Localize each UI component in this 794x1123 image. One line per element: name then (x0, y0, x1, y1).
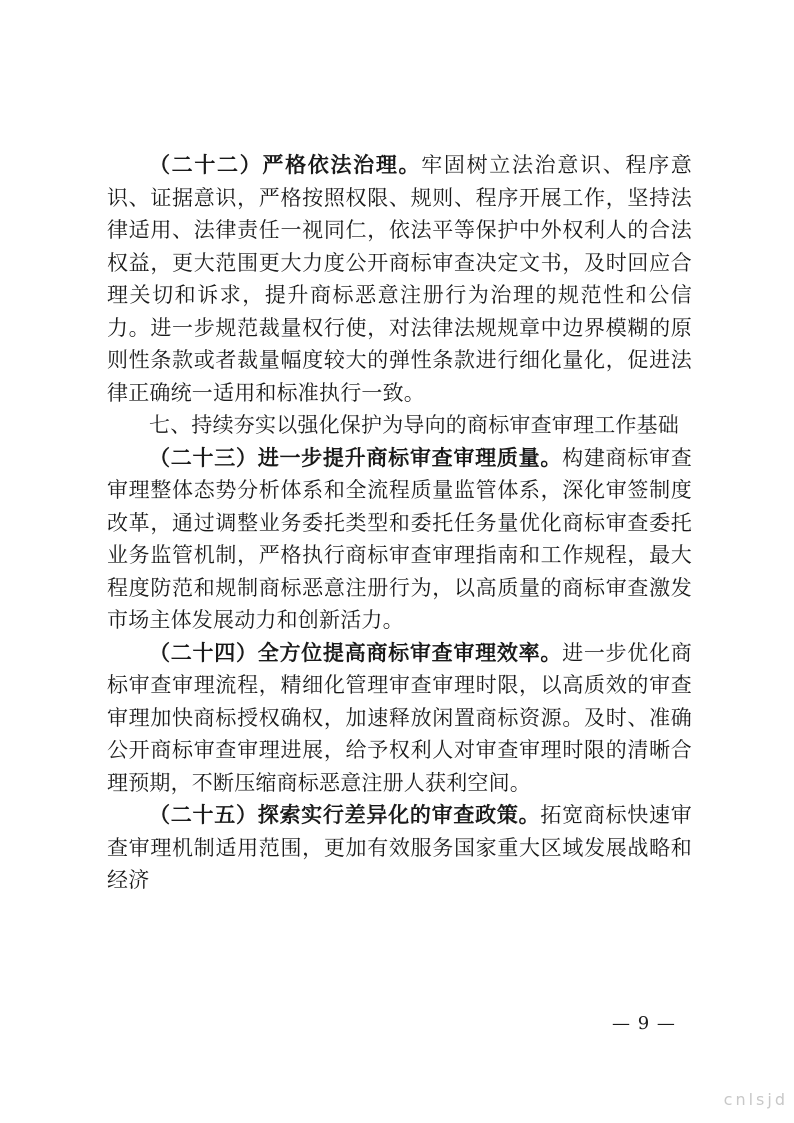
paragraph-22 (107, 149, 692, 409)
paragraph-text: 拓宽商标快速审查审理机制适用范围，更加有效服务国家重大区域发展战略和经济 (107, 803, 692, 892)
paragraph-23 (107, 442, 692, 637)
paragraph-lead: （二十四）全方位提高商标审查审理效率。 (149, 640, 563, 665)
paragraph-text: 进一步优化商标审查审理流程，精细化管理审查审理时限，以高质效的审查审理加快商标授权确权，加速释放闲置商标资源。及时、准确公开商标审查审理进展，给予权利人对审查审理时限的清晰合理预期，不断压缩商标恶意注册人获利空间。 (107, 640, 692, 795)
page-number: — 9 — (612, 1013, 676, 1034)
paragraph-lead: （二十五）探索实行差异化的审查政策。 (149, 803, 541, 827)
watermark: cnlsjd (723, 1090, 788, 1109)
document-body (107, 149, 692, 897)
paragraph-text: 构建商标审查审理整体态势分析体系和全流程质量监管体系，深化审签制度改革，通过调整业务委托类型和委托任务量优化商标审查委托业务监管机制，严格执行商标审查审理指南和工作规程，最大程度防范和规制商标恶意注册行为，以高质量的商标审查激发市场主体发展动力和创新活力。 (107, 445, 692, 632)
paragraph-lead: （二十三）进一步提升商标审查审理质量。 (149, 445, 563, 470)
paragraph-lead: （二十二）严格依法治理。 (149, 153, 422, 177)
section-heading: 七、持续夯实以强化保护为导向的商标审查审理工作基础 (149, 413, 679, 437)
paragraph-25 (107, 799, 692, 897)
paragraph-24 (107, 637, 692, 800)
paragraph-text: 牢固树立法治意识、程序意识、证据意识，严格按照权限、规则、程序开展工作，坚持法律适用、法律责任一视同仁，依法平等保护中外权利人的合法权益，更大范围更大力度公开商标审查决定文书，及时回应合理关切和诉求，提升商标恶意注册行为治理的规范性和公信力。进一步规范裁量权行使，对法律法规规章中边界模糊的原则性条款或者裁量幅度较大的弹性条款进行细化量化，促进法律正确统一适用和标准执行一致。 (107, 153, 692, 405)
